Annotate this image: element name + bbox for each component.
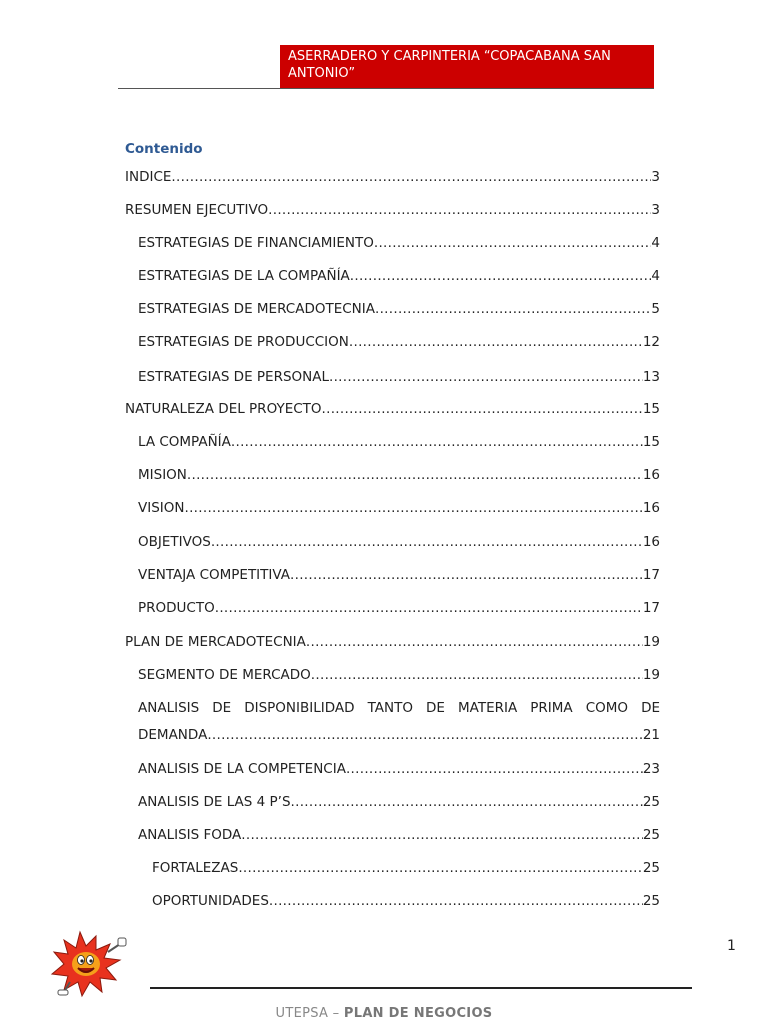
toc-entry-la-compania[interactable] <box>138 433 660 451</box>
toc-leader <box>215 599 643 617</box>
toc-entry-analisis-competencia[interactable] <box>138 760 660 778</box>
footer-rule <box>150 987 692 989</box>
header-title-box <box>280 45 654 88</box>
toc-entry-label: PRODUCTO <box>138 600 215 616</box>
toc-entry-label: ESTRATEGIAS DE PRODUCCION <box>138 334 349 350</box>
toc-entry-label: OPORTUNIDADES <box>152 893 269 909</box>
toc-entry-label: INDICE <box>125 169 172 185</box>
toc-entry-fortalezas[interactable] <box>152 859 660 877</box>
toc-entry-page: 4 <box>651 235 660 251</box>
toc-leader <box>171 168 651 186</box>
toc-entry-label: SEGMENTO DE MERCADO <box>138 667 311 683</box>
toc-entry-estrategias-compania[interactable] <box>138 267 660 285</box>
toc-entry-page: 25 <box>642 860 660 876</box>
toc-entry-page: 25 <box>642 827 660 843</box>
toc-leader <box>374 234 652 252</box>
mascot-glove <box>118 938 126 946</box>
toc-leader <box>290 566 643 584</box>
toc-entry-page: 19 <box>642 634 660 650</box>
toc-entry-analisis-disponibilidad-line1[interactable]: ANALISIS DE DISPONIBILIDAD TANTO DE MATERIA PRIMA COMO DE <box>138 700 660 716</box>
toc-entry-page: 16 <box>642 534 660 550</box>
toc-leader <box>268 201 651 219</box>
footer-org: UTEPSA <box>275 1006 329 1021</box>
footer-separator: – <box>328 1006 344 1021</box>
toc-entry-label: DEMANDA <box>138 727 208 743</box>
toc-leader <box>322 400 643 418</box>
toc-entry-producto[interactable] <box>138 599 660 617</box>
toc-entry-objetivos[interactable] <box>138 533 660 551</box>
toc-entry-label: ANALISIS DE LAS 4 P’S <box>138 794 291 810</box>
toc-entry-estrategias-produccion[interactable] <box>138 333 660 351</box>
toc-leader <box>185 499 643 517</box>
toc-entry-ventaja-competitiva[interactable] <box>138 566 660 584</box>
header-rule <box>118 88 654 89</box>
toc-entry-label: VISION <box>138 500 185 516</box>
toc-leader <box>211 533 643 551</box>
toc-entry-label: NATURALEZA DEL PROYECTO <box>125 401 322 417</box>
toc-entry-page: 25 <box>642 794 660 810</box>
toc-entry-page: 13 <box>642 369 660 385</box>
toc-entry-page: 16 <box>642 500 660 516</box>
toc-leader <box>350 267 652 285</box>
toc-entry-page: 15 <box>642 401 660 417</box>
mascot-pupil-right <box>89 959 92 962</box>
toc-entry-label: MISION <box>138 467 187 483</box>
toc-leader <box>291 793 643 811</box>
footer-doc-title: PLAN DE NEGOCIOS <box>343 1006 493 1021</box>
toc-entry-estrategias-mercadotecnia[interactable] <box>138 300 660 318</box>
toc-entry-page: 23 <box>642 761 660 777</box>
toc-leader <box>238 859 642 877</box>
toc-leader <box>269 892 643 910</box>
toc-leader <box>375 300 651 318</box>
toc-entry-label: ESTRATEGIAS DE MERCADOTECNIA <box>138 301 375 317</box>
toc-entry-page: 3 <box>651 169 660 185</box>
toc-leader <box>346 760 643 778</box>
toc-entry-label: ESTRATEGIAS DE FINANCIAMIENTO <box>138 235 374 251</box>
header-title: ASERRADERO Y CARPINTERIA “COPACABANA SAN ANTONIO” <box>288 49 611 81</box>
footer <box>0 1006 768 1021</box>
toc-entry-label: PLAN DE MERCADOTECNIA <box>125 634 306 650</box>
toc-entry-page: 17 <box>642 600 660 616</box>
toc-entry-estrategias-personal[interactable] <box>138 368 660 386</box>
toc-leader <box>306 633 643 651</box>
toc-entry-analisis-disponibilidad[interactable] <box>138 726 660 744</box>
toc-entry-page: 21 <box>642 727 660 743</box>
star-mascot-icon <box>50 930 132 998</box>
toc-leader <box>187 466 643 484</box>
toc-entry-resumen-ejecutivo[interactable] <box>125 201 660 219</box>
mascot-shoe <box>58 990 68 995</box>
toc-entry-label: VENTAJA COMPETITIVA <box>138 567 291 583</box>
toc-entry-oportunidades[interactable] <box>152 892 660 910</box>
toc-entry-plan-mercadotecnia[interactable] <box>125 633 660 651</box>
mascot-pupil-left <box>80 959 83 962</box>
toc-entry-label: ANALISIS FODA <box>138 827 242 843</box>
toc-leader <box>241 826 643 844</box>
toc-leader <box>329 368 643 386</box>
toc-entry-analisis-foda[interactable] <box>138 826 660 844</box>
toc-entry-label: ANALISIS DE LA COMPETENCIA <box>138 761 346 777</box>
toc-entry-page: 17 <box>642 567 660 583</box>
toc-entry-label: OBJETIVOS <box>138 534 211 550</box>
toc-leader <box>349 333 643 351</box>
toc-entry-label: RESUMEN EJECUTIVO <box>125 202 269 218</box>
toc-entry-label: ESTRATEGIAS DE PERSONAL <box>138 369 329 385</box>
toc-entry-estrategias-financiamiento[interactable] <box>138 234 660 252</box>
toc-leader <box>207 726 643 744</box>
toc-leader <box>231 433 643 451</box>
toc-entry-vision[interactable] <box>138 499 660 517</box>
toc-entry-naturaleza-proyecto[interactable] <box>125 400 660 418</box>
toc-entry-page: 25 <box>642 893 660 909</box>
toc-heading: Contenido <box>125 141 203 157</box>
toc-entry-page: 19 <box>642 667 660 683</box>
toc-entry-page: 4 <box>651 268 660 284</box>
toc-entry-analisis-4ps[interactable] <box>138 793 660 811</box>
toc-entry-mision[interactable] <box>138 466 660 484</box>
toc-entry-page: 3 <box>651 202 660 218</box>
toc-entry-page: 16 <box>642 467 660 483</box>
toc-leader <box>311 666 643 684</box>
toc-entry-label: ESTRATEGIAS DE LA COMPAÑÍA <box>138 268 350 284</box>
toc-entry-label: FORTALEZAS <box>152 860 239 876</box>
toc-entry-indice[interactable] <box>125 168 660 186</box>
toc-entry-segmento-mercado[interactable] <box>138 666 660 684</box>
toc-entry-page: 5 <box>651 301 660 317</box>
toc-entry-page: 12 <box>642 334 660 350</box>
toc-entry-label: LA COMPAÑÍA <box>138 434 231 450</box>
page-number: 1 <box>727 938 736 954</box>
toc-entry-page: 15 <box>642 434 660 450</box>
